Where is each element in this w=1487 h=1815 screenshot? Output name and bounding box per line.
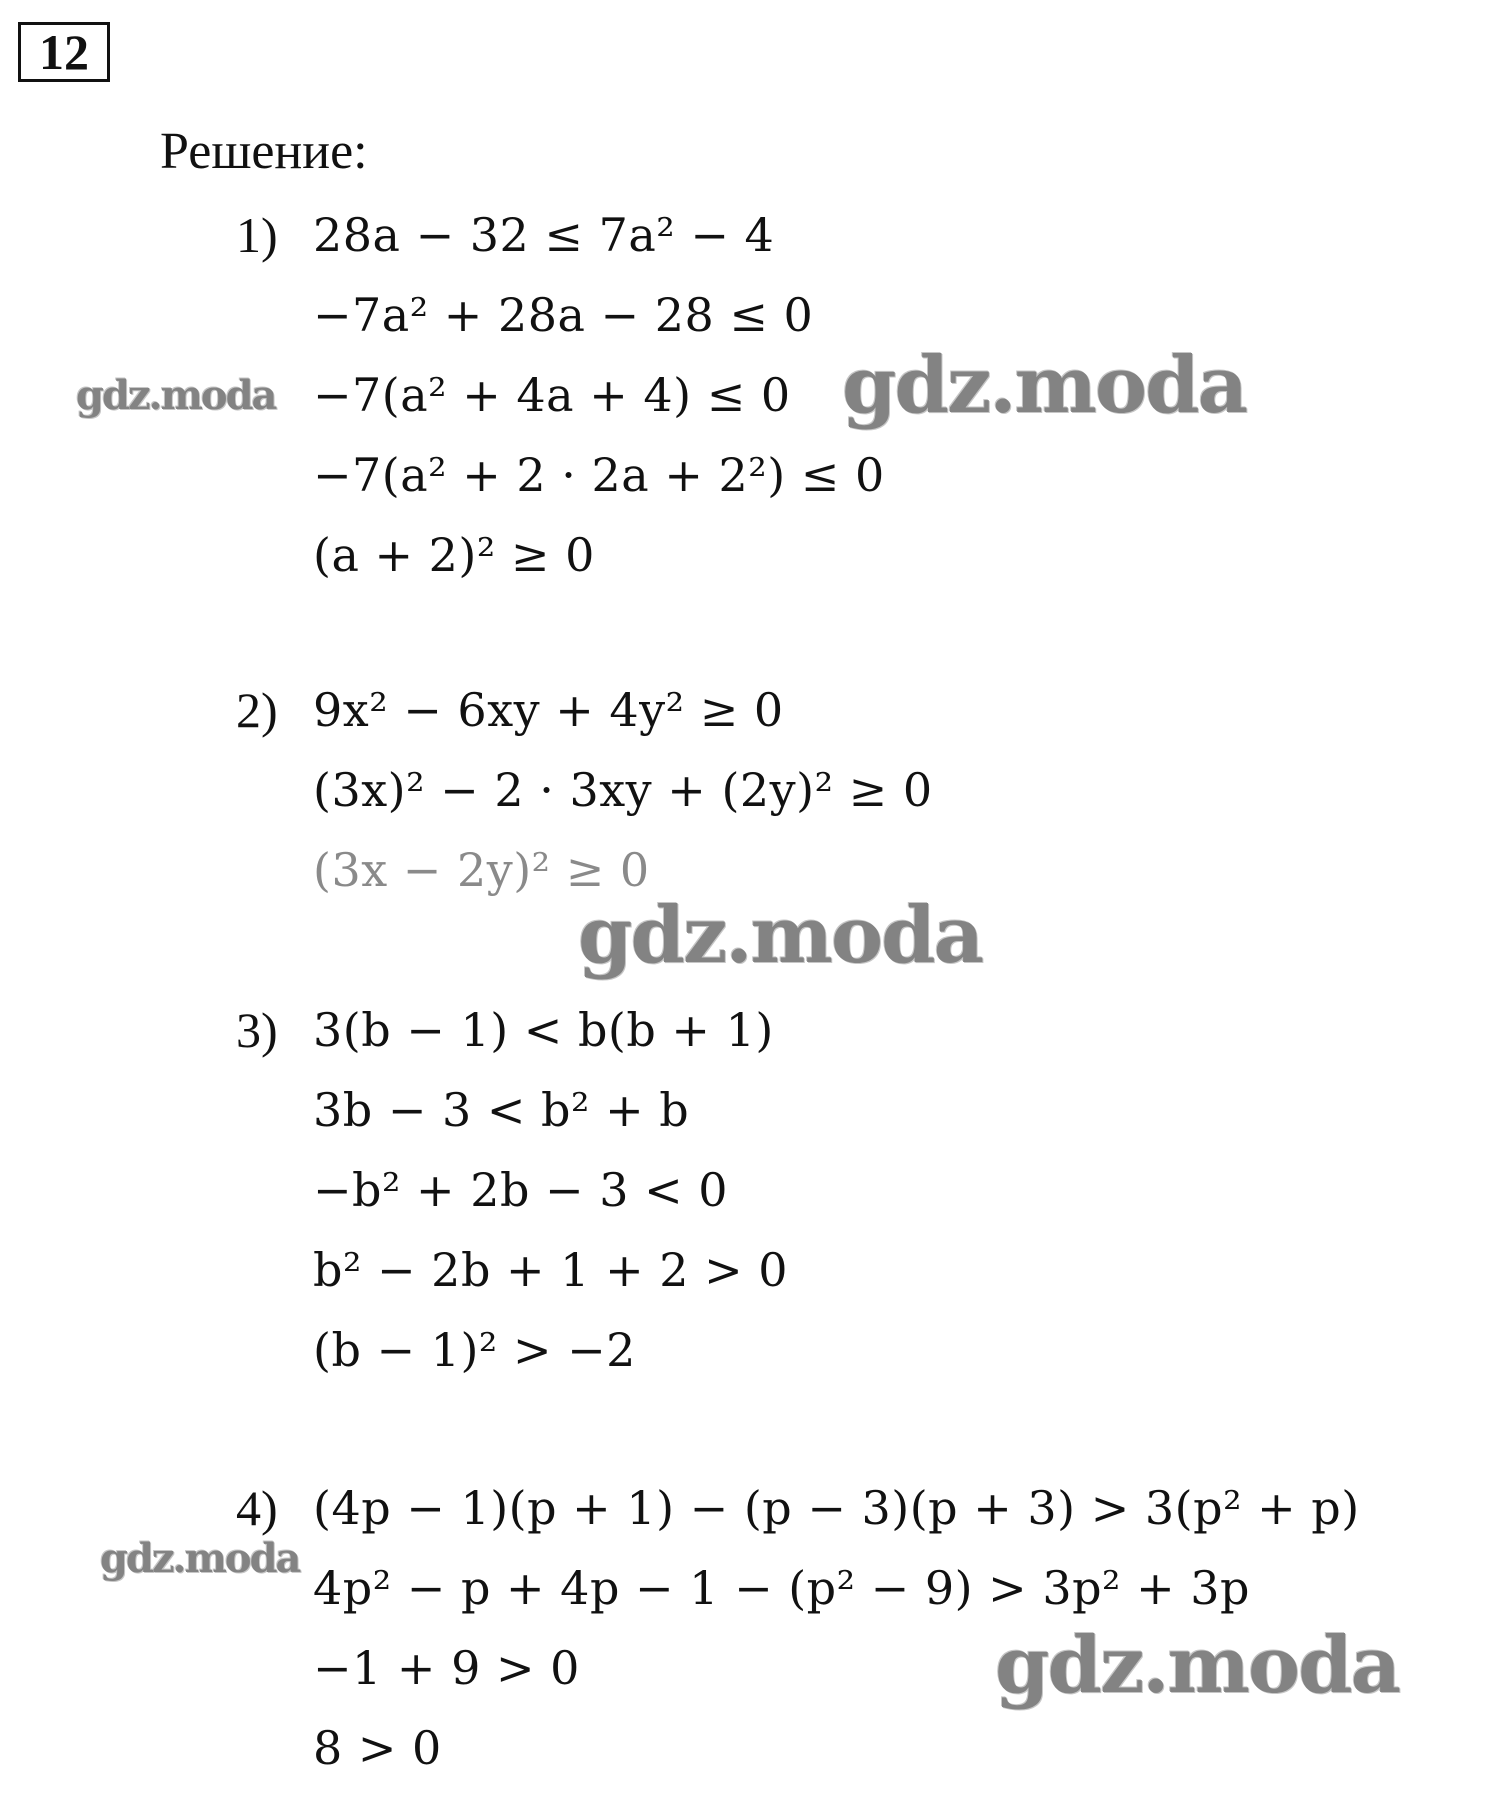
math-line: 3b − 3 < b² + b (313, 1083, 690, 1137)
watermark-logo: gdz.moda (995, 1620, 1400, 1711)
math-line: 28a − 32 ≤ 7a² − 4 (313, 208, 775, 262)
watermark-logo: gdz.moda (76, 372, 276, 419)
watermark-logo: gdz.moda (578, 890, 983, 981)
math-line: (a + 2)² ≥ 0 (313, 528, 595, 582)
watermark-logo: gdz.moda (842, 340, 1247, 431)
exercise-number-box: 12 (18, 22, 110, 82)
math-line: (3x − 2y)² ≥ 0 (313, 843, 650, 897)
solution-heading: Решение: (160, 123, 368, 180)
math-line: −7a² + 28a − 28 ≤ 0 (313, 288, 814, 342)
problem-number: 4) (236, 1480, 278, 1536)
math-line: 9x² − 6xy + 4y² ≥ 0 (313, 683, 784, 737)
math-line: 4p² − p + 4p − 1 − (p² − 9) > 3p² + 3p (313, 1561, 1251, 1615)
math-line: 3(b − 1) < b(b + 1) (313, 1003, 774, 1057)
math-line: −7(a² + 2 · 2a + 2²) ≤ 0 (313, 448, 885, 502)
watermark-logo: gdz.moda (100, 1535, 300, 1582)
math-line: (b − 1)² > −2 (313, 1323, 636, 1377)
math-line: (4p − 1)(p + 1) − (p − 3)(p + 3) > 3(p² + p) (313, 1481, 1360, 1535)
problem-number: 1) (236, 207, 278, 263)
problem-number: 3) (236, 1002, 278, 1058)
math-line: (3x)² − 2 · 3xy + (2y)² ≥ 0 (313, 763, 933, 817)
math-line: 8 > 0 (313, 1721, 442, 1775)
math-line: −b² + 2b − 3 < 0 (313, 1163, 729, 1217)
problem-number: 2) (236, 682, 278, 738)
math-line: −1 + 9 > 0 (313, 1641, 580, 1695)
math-line: b² − 2b + 1 + 2 > 0 (313, 1243, 789, 1297)
math-line: −7(a² + 4a + 4) ≤ 0 (313, 368, 791, 422)
